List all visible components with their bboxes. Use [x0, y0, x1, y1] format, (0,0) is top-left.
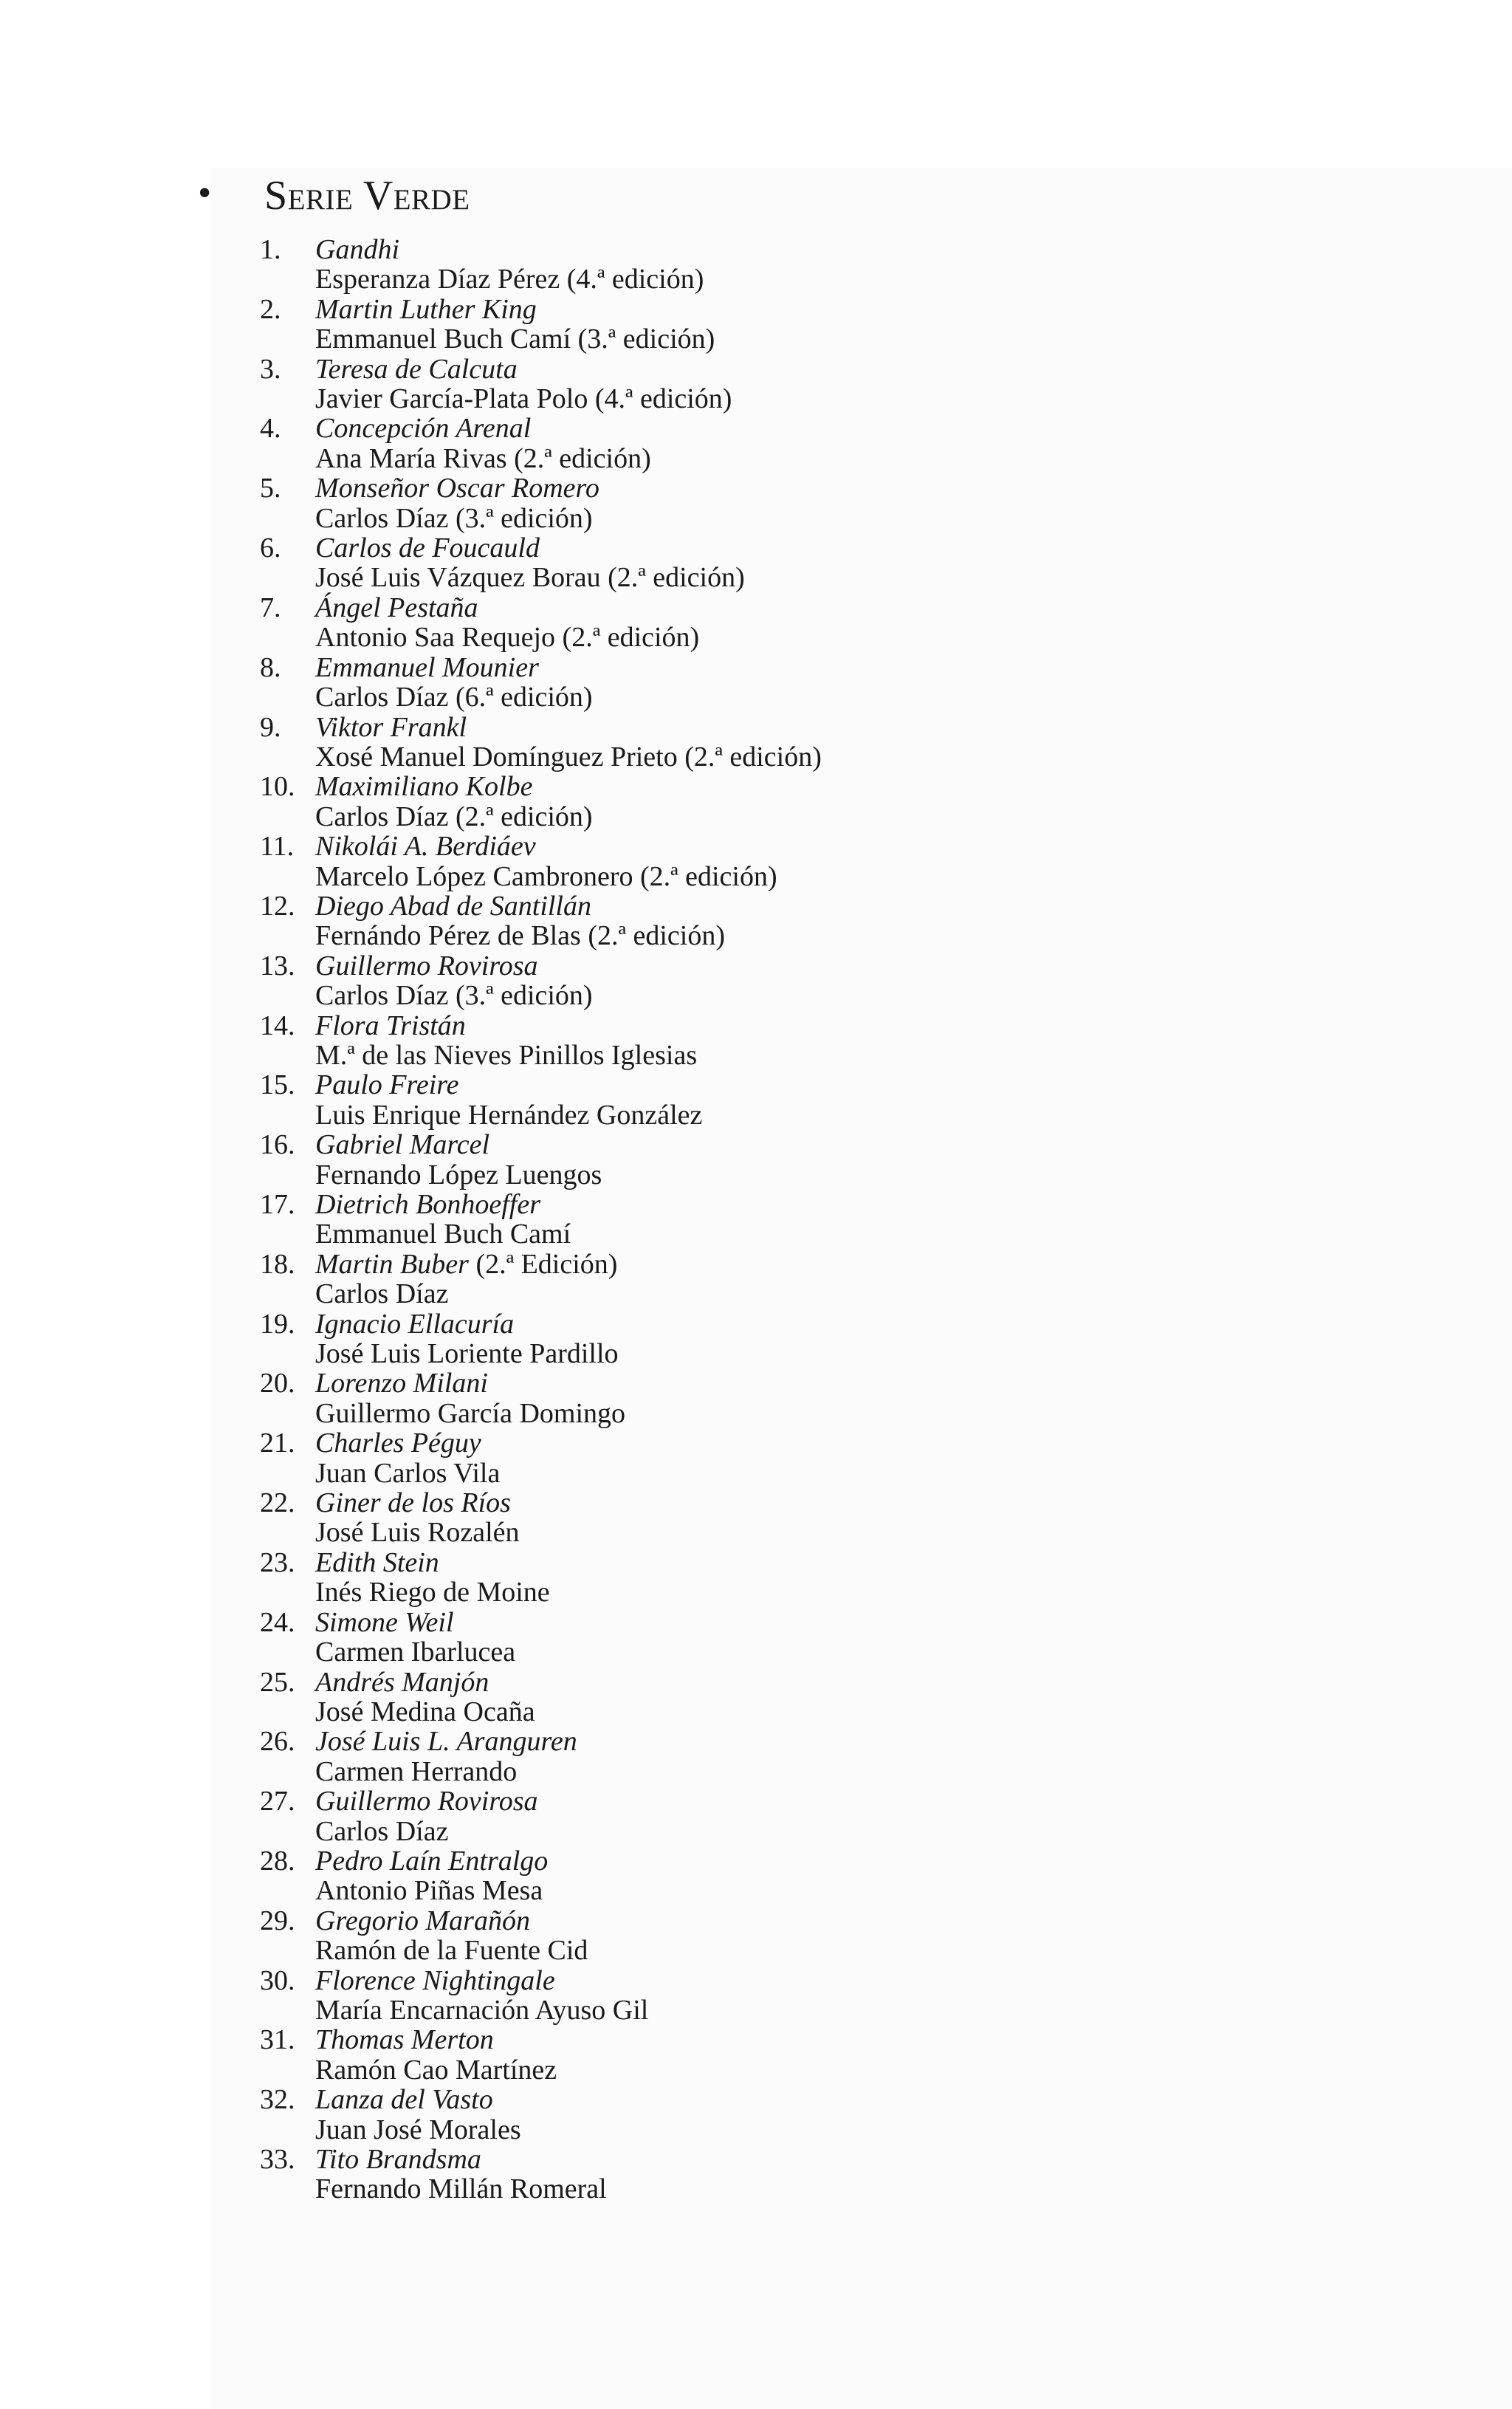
- list-item: [260, 1190, 822, 1250]
- book-title: Lorenzo Milani: [315, 1368, 488, 1399]
- book-title-line: [315, 951, 822, 981]
- item-number: 16.: [260, 1129, 295, 1161]
- book-title-line: [315, 1488, 822, 1518]
- book-title-line: [315, 235, 822, 264]
- book-title-line: [315, 1608, 822, 1637]
- book-list: [260, 235, 822, 2204]
- book-title: Thomas Merton: [315, 2024, 494, 2056]
- item-number: 29.: [260, 1905, 295, 1936]
- list-item: [260, 593, 822, 653]
- list-item: [260, 653, 822, 713]
- book-title: Giner de los Ríos: [315, 1487, 511, 1519]
- book-author: Esperanza Díaz Pérez (4.ª edición): [315, 264, 704, 295]
- list-item: [260, 1011, 822, 1071]
- book-author: Carlos Díaz (3.ª edición): [315, 502, 593, 534]
- book-title: Flora Tristán: [315, 1010, 466, 1041]
- book-title-line: [315, 1190, 822, 1219]
- book-author: Carlos Díaz (6.ª edición): [315, 682, 593, 713]
- book-title-line: [315, 2085, 822, 2114]
- item-number: 31.: [260, 2024, 295, 2056]
- book-author: Fernando López Luengos: [315, 1159, 602, 1190]
- list-item: [260, 2025, 822, 2085]
- book-author: M.ª de las Nieves Pinillos Iglesias: [315, 1039, 698, 1071]
- list-item: [260, 235, 822, 295]
- book-title: Gandhi: [315, 234, 399, 265]
- list-item: [260, 1250, 822, 1309]
- item-number: 5.: [260, 473, 281, 504]
- book-author: Inés Riego de Moine: [315, 1577, 550, 1608]
- book-author: José Luis Vázquez Borau (2.ª edición): [315, 562, 745, 594]
- book-title-line: [315, 2025, 822, 2055]
- list-item: [260, 2085, 822, 2145]
- book-title-line: [315, 414, 822, 443]
- list-item: [260, 533, 822, 593]
- book-title: Maximiliano Kolbe: [315, 771, 533, 803]
- book-author: Fernando Millán Romeral: [315, 2173, 607, 2205]
- book-title: Paulo Freire: [315, 1069, 459, 1101]
- book-title-line: [315, 1428, 822, 1458]
- item-number: 26.: [260, 1726, 295, 1758]
- book-title: Guillermo Rovirosa: [315, 1786, 538, 1817]
- book-author: Luis Enrique Hernández González: [315, 1099, 703, 1131]
- book-title: Gregorio Marañón: [315, 1905, 530, 1936]
- book-title-line: [315, 653, 822, 682]
- book-author: Carlos Díaz: [315, 1278, 449, 1310]
- edition-note: (2.ª Edición): [468, 1248, 618, 1280]
- book-title: Florence Nightingale: [315, 1964, 555, 1996]
- book-title: Lanza del Vasto: [315, 2084, 493, 2116]
- item-number: 27.: [260, 1786, 295, 1817]
- list-item: [260, 951, 822, 1011]
- item-number: 14.: [260, 1010, 295, 1041]
- book-author: José Medina Ocaña: [315, 1696, 535, 1727]
- item-number: 22.: [260, 1487, 295, 1519]
- list-item: [260, 891, 822, 951]
- list-item: [260, 772, 822, 832]
- item-number: 28.: [260, 1845, 295, 1877]
- book-title-line: [315, 1250, 822, 1279]
- list-item: [260, 414, 822, 473]
- book-author: Carmen Herrando: [315, 1755, 518, 1787]
- book-title-line: [315, 772, 822, 801]
- book-author: Xosé Manuel Domínguez Prieto (2.ª edición): [315, 741, 822, 772]
- book-author: Juan Carlos Vila: [315, 1457, 501, 1489]
- book-author: Ana María Rivas (2.ª edición): [315, 442, 651, 474]
- book-title: Edith Stein: [315, 1546, 439, 1578]
- book-title-line: [315, 295, 822, 324]
- book-title-line: [315, 1309, 822, 1339]
- list-item: [260, 354, 822, 414]
- book-title: Teresa de Calcuta: [315, 353, 518, 385]
- book-title: Gabriel Marcel: [315, 1129, 490, 1161]
- book-title-line: [315, 1786, 822, 1816]
- book-author: María Encarnación Ayuso Gil: [315, 1994, 649, 2026]
- book-title: Dietrich Bonhoeffer: [315, 1189, 540, 1220]
- list-item: [260, 473, 822, 533]
- book-title-line: [315, 2145, 822, 2174]
- list-item: [260, 1668, 822, 1727]
- item-number: 9.: [260, 711, 281, 743]
- book-title: Simone Weil: [315, 1606, 454, 1638]
- book-title: Martin Buber: [315, 1248, 469, 1280]
- list-item: [260, 1966, 822, 2026]
- item-number: 23.: [260, 1546, 295, 1578]
- book-title-line: [315, 1846, 822, 1876]
- book-title-line: [315, 713, 822, 742]
- book-title: Nikolái A. Berdiáev: [315, 831, 536, 863]
- list-item: [260, 295, 822, 354]
- book-author: Carlos Díaz: [315, 1815, 449, 1847]
- list-item: [260, 713, 822, 772]
- book-title: Andrés Manjón: [315, 1666, 489, 1698]
- book-author: Marcelo López Cambronero (2.ª edición): [315, 860, 777, 892]
- book-title: Ángel Pestaña: [315, 592, 478, 623]
- book-author: Emmanuel Buch Camí (3.ª edición): [315, 323, 715, 355]
- list-item: [260, 1786, 822, 1846]
- book-author: José Luis Rozalén: [315, 1517, 520, 1549]
- bullet-marker: •: [198, 172, 212, 214]
- book-title-line: [315, 1727, 822, 1756]
- book-author: Carlos Díaz (2.ª edición): [315, 801, 593, 832]
- book-author: Carlos Díaz (3.ª edición): [315, 980, 593, 1012]
- item-number: 7.: [260, 592, 281, 623]
- list-item: [260, 1548, 822, 1608]
- book-title: Concepción Arenal: [315, 413, 532, 445]
- list-item: [260, 1130, 822, 1190]
- book-author: Carmen Ibarlucea: [315, 1637, 516, 1668]
- book-title: Monseñor Oscar Romero: [315, 473, 599, 504]
- book-title-line: [315, 1130, 822, 1159]
- book-title-line: [315, 533, 822, 563]
- book-title-line: [315, 354, 822, 384]
- item-number: 32.: [260, 2084, 295, 2116]
- book-author: Ramón Cao Martínez: [315, 2054, 557, 2086]
- item-number: 10.: [260, 771, 295, 803]
- book-title: Emmanuel Mounier: [315, 651, 539, 683]
- list-item: [260, 1727, 822, 1786]
- book-title-line: [315, 473, 822, 503]
- book-title-line: [315, 1548, 822, 1577]
- book-title: Charles Péguy: [315, 1428, 481, 1459]
- item-number: 15.: [260, 1069, 295, 1101]
- book-title: Tito Brandsma: [315, 2144, 481, 2175]
- book-author: Juan José Morales: [315, 2114, 521, 2145]
- book-author: José Luis Loriente Pardillo: [315, 1338, 619, 1370]
- item-number: 13.: [260, 950, 295, 981]
- book-title: Ignacio Ellacuría: [315, 1308, 515, 1340]
- book-author: Emmanuel Buch Camí: [315, 1219, 571, 1250]
- book-author: Ramón de la Fuente Cid: [315, 1935, 588, 1967]
- list-item: [260, 1428, 822, 1488]
- item-number: 8.: [260, 651, 281, 683]
- item-number: 33.: [260, 2144, 295, 2175]
- item-number: 4.: [260, 413, 281, 445]
- item-number: 6.: [260, 532, 281, 564]
- list-item: [260, 832, 822, 891]
- book-author: Antonio Saa Requejo (2.ª edición): [315, 622, 700, 654]
- item-number: 11.: [260, 831, 295, 863]
- book-title-line: [315, 1011, 822, 1041]
- item-number: 2.: [260, 293, 281, 325]
- book-title-line: [315, 1368, 822, 1398]
- list-item: [260, 1368, 822, 1428]
- series-title: Serie Verde: [264, 173, 470, 219]
- book-title: Pedro Laín Entralgo: [315, 1845, 549, 1877]
- list-item: [260, 1846, 822, 1906]
- item-number: 24.: [260, 1606, 295, 1638]
- list-item: [260, 1906, 822, 1966]
- item-number: 21.: [260, 1428, 295, 1459]
- book-title-line: [315, 1906, 822, 1936]
- series-header: [198, 166, 470, 225]
- item-number: 17.: [260, 1189, 295, 1220]
- list-item: [260, 1608, 822, 1668]
- book-title: Viktor Frankl: [315, 711, 467, 743]
- book-title-line: [315, 593, 822, 623]
- list-item: [260, 1309, 822, 1369]
- book-title-line: [315, 1668, 822, 1697]
- item-number: 25.: [260, 1666, 295, 1698]
- item-number: 30.: [260, 1964, 295, 1996]
- item-number: 20.: [260, 1368, 295, 1399]
- book-title: José Luis L. Aranguren: [315, 1726, 577, 1758]
- book-title-line: [315, 832, 822, 861]
- item-number: 19.: [260, 1308, 295, 1340]
- book-title: Guillermo Rovirosa: [315, 950, 538, 981]
- list-item: [260, 1488, 822, 1548]
- item-number: 18.: [260, 1248, 295, 1280]
- item-number: 3.: [260, 353, 281, 385]
- book-author: Fernándo Pérez de Blas (2.ª edición): [315, 920, 725, 952]
- book-title-line: [315, 1966, 822, 1995]
- book-title: Martin Luther King: [315, 293, 537, 325]
- item-number: 1.: [260, 234, 281, 265]
- book-author: Guillermo García Domingo: [315, 1397, 626, 1429]
- book-author: Javier García-Plata Polo (4.ª edición): [315, 383, 732, 415]
- item-number: 12.: [260, 890, 295, 922]
- book-title: Diego Abad de Santillán: [315, 890, 591, 922]
- book-title: Carlos de Foucauld: [315, 532, 540, 564]
- list-item: [260, 1070, 822, 1130]
- list-item: [260, 2145, 822, 2204]
- book-author: Antonio Piñas Mesa: [315, 1875, 543, 1907]
- book-title-line: [315, 891, 822, 921]
- book-title-line: [315, 1070, 822, 1100]
